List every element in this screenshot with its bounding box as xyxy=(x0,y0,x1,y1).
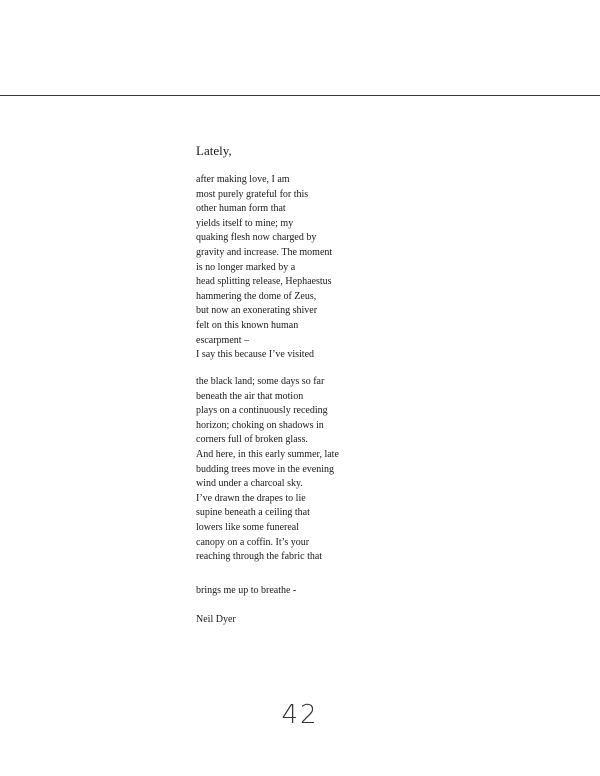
poem-line: plays on a continuously receding xyxy=(196,405,328,417)
poem-line: yields itself to mine; my xyxy=(196,217,294,229)
poem-line: wind under a charcoal sky. xyxy=(196,478,303,490)
stanza-1 xyxy=(196,173,332,363)
stanza-2 xyxy=(196,375,339,565)
poem-title: Lately, xyxy=(196,143,232,158)
poem-line: supine beneath a ceiling that xyxy=(196,507,310,519)
poem-line: gravity and increase. The moment xyxy=(196,246,333,258)
poem-line: I’ve drawn the drapes to lie xyxy=(196,492,306,504)
poem-line: lowers like some funereal xyxy=(196,521,300,533)
poem-line: reaching through the fabric that xyxy=(196,551,323,563)
poem-line: corners full of broken glass. xyxy=(196,434,308,446)
poem-line: quaking flesh now charged by xyxy=(196,232,317,244)
poem-line: the black land; some days so far xyxy=(196,376,325,387)
poem-line: And here, in this early summer, late xyxy=(196,448,339,460)
poem-line: I say this because I’ve visited xyxy=(196,349,315,361)
stanza-3 xyxy=(196,584,296,599)
poem-line: beneath the air that motion xyxy=(196,390,304,402)
poem-line: escarpment – xyxy=(196,334,250,346)
poem-line: is no longer marked by a xyxy=(196,261,296,273)
top-rule-divider xyxy=(0,95,600,96)
poem-line: other human form that xyxy=(196,203,286,215)
poem-author: Neil Dyer xyxy=(196,614,236,625)
poem-line: felt on this known human xyxy=(196,319,299,331)
page-number: 42 xyxy=(281,700,319,730)
poem-line: budding trees move in the evening xyxy=(196,463,335,475)
poem-line: most purely grateful for this xyxy=(196,188,309,200)
poem-line: canopy on a coffin. It’s your xyxy=(196,536,310,548)
poem-line: but now an exonerating shiver xyxy=(196,305,318,317)
poem-line: horizon; choking on shadows in xyxy=(196,419,324,431)
poem-line: head splitting release, Hephaestus xyxy=(196,276,332,288)
poem-line: hammering the dome of Zeus, xyxy=(196,290,317,302)
poem-line: brings me up to breathe - xyxy=(196,585,297,596)
poem-line: after making love, I am xyxy=(196,174,290,185)
